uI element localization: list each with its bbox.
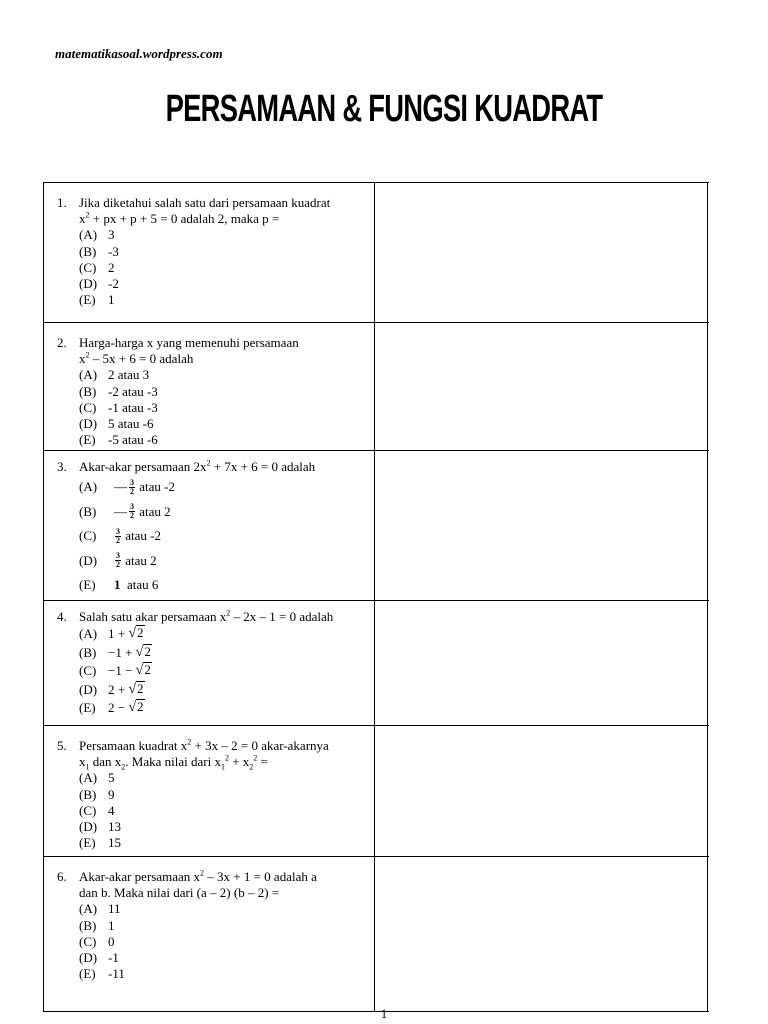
question-line: $x_1$ dan $x_2$. Maka nilai dari $x_1^2 + x_2^2$ = (79, 753, 268, 772)
question-line: Harga-harga x yang memenuhi persamaan (79, 335, 299, 350)
question-line: Persamaan kuadrat $x^2 + 3x - 2 = 0$ akar-akarnya (79, 737, 329, 753)
answer-cell-6 (375, 857, 708, 1011)
option-a: (A) 11 (79, 901, 121, 917)
question-line: Jika diketahui salah satu dari persamaan kuadrat (79, 195, 331, 210)
option-e: (E) 15 (79, 835, 121, 851)
question-text (79, 738, 364, 770)
option-e: (E) 1 atau 6 (79, 577, 159, 593)
option-e: (E) 1 (79, 292, 115, 308)
question-cell-3 (44, 451, 375, 600)
answer-cell-5 (375, 726, 708, 856)
option-b: (B) −1 + √ 2 (57, 644, 364, 663)
question-cell-6 (44, 857, 375, 1011)
option-a: (A) 5 (79, 770, 115, 786)
fraction: $\frac{3}{2}$ (116, 526, 120, 545)
option-d: (D) -2 (79, 276, 119, 292)
question-table (43, 182, 709, 1012)
question-row-3 (44, 451, 709, 601)
option-d: (D) 5 atau -6 (79, 416, 154, 432)
question-row-5 (44, 726, 709, 857)
question-text (79, 195, 364, 227)
option-c: (C) 0 (79, 933, 115, 949)
question-number: 6. (57, 869, 67, 884)
fraction: $\frac{3}{2}$ (130, 477, 134, 496)
question-cell-4 (44, 601, 375, 725)
fraction: $\frac{3}{2}$ (130, 502, 134, 521)
question-line: Akar-akar persamaan $x^2 - 3x + 1 = 0$ adalah a (79, 868, 317, 884)
page-title: PERSAMAAN & FUNGSI KUADRAT (165, 88, 603, 130)
question-text (79, 869, 364, 901)
option-a: (A) 2 atau 3 (79, 367, 150, 383)
answer-cell-1 (375, 183, 708, 322)
option-a: (A) 3 (79, 227, 115, 243)
site-url: matematikasoal.wordpress.com (55, 46, 223, 61)
page-number: 1 (380, 1006, 388, 1021)
question-text (79, 335, 364, 367)
option-b: (B) 1 (79, 917, 115, 933)
question-number: 3. (57, 459, 67, 474)
answer-cell-4 (375, 601, 708, 725)
option-b: (B) -2 atau -3 (79, 383, 158, 399)
question-text: Akar-akar persamaan $2x^2 + 7x + 6 = 0$ adalah (79, 458, 316, 474)
option-c: (C) 2 (79, 259, 115, 275)
option-e: (E) -11 (79, 966, 125, 982)
question-line: dan b. Maka nilai dari (a – 2) (b – 2) = (79, 885, 280, 901)
option-b: (B) -3 (79, 243, 119, 259)
option-d: (D) 13 (79, 819, 121, 835)
question-number: 4. (57, 609, 67, 624)
answer-cell-3 (375, 451, 708, 600)
question-text: Salah satu akar persamaan $x^2 - 2x - 1 = 0$ adalah (79, 608, 334, 624)
question-cell-2 (44, 323, 375, 450)
option-a: (A) 1 + √ 2 (57, 625, 364, 644)
option-b: (B) 9 (79, 786, 115, 802)
question-number: 5. (57, 738, 67, 753)
question-row-1 (44, 183, 709, 323)
option-c: (C) 4 (79, 802, 115, 818)
option-d: (D) -1 (79, 950, 119, 966)
question-cell-1 (44, 183, 375, 322)
question-number: 1. (57, 195, 67, 210)
question-number: 2. (57, 335, 67, 350)
option-d: (D) 2 + √ 2 (57, 681, 364, 700)
option-e: (E) 2 − √ 2 (57, 699, 364, 718)
option-d: (D) $\frac{3}{2}$ atau 2 (79, 551, 157, 570)
option-c: (C) -1 atau -3 (79, 399, 158, 415)
answer-cell-2 (375, 323, 708, 450)
option-e: (E) -5 atau -6 (79, 432, 158, 448)
option-b: (B) — $\frac{3}{2}$ atau 2 (79, 502, 171, 521)
fraction: $\frac{3}{2}$ (116, 551, 120, 570)
option-a: (A) — $\frac{3}{2}$ atau -2 (79, 477, 175, 496)
option-c: (C) $\frac{3}{2}$ atau -2 (79, 526, 161, 545)
question-row-6 (44, 857, 709, 1012)
question-cell-5 (44, 726, 375, 856)
question-line: $x^2 - 5x + 6 = 0$ adalah (79, 350, 194, 367)
question-row-2 (44, 323, 709, 451)
question-line: $x^2$ + px + p + 5 = 0 adalah 2, maka p = (79, 210, 280, 227)
question-row-4 (44, 601, 709, 726)
option-c: (C) −1 − √ 2 (57, 662, 364, 681)
